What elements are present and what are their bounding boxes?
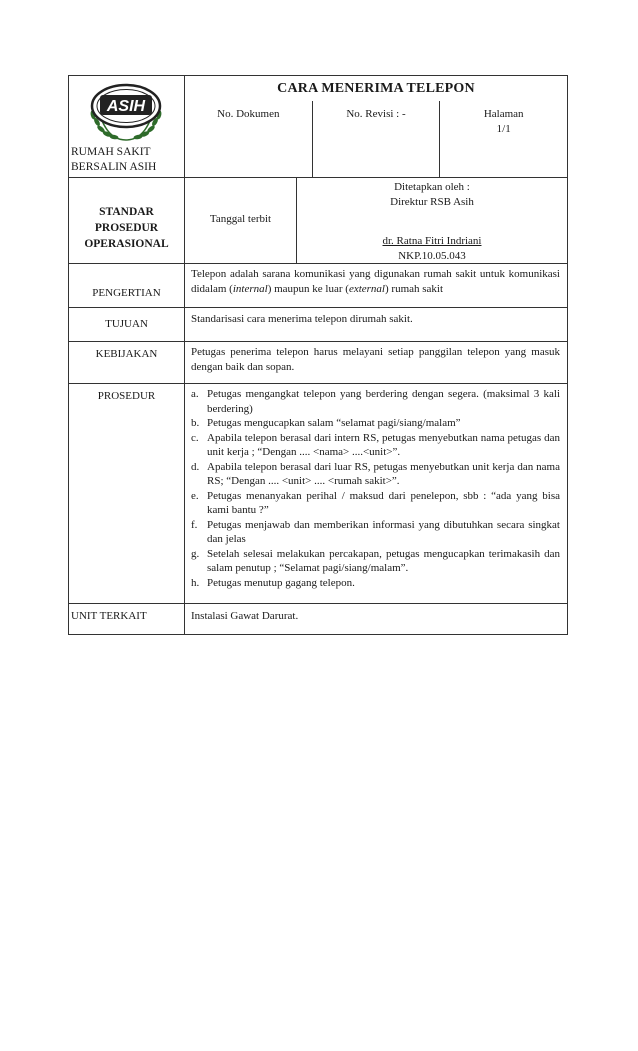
kebijakan-text: Petugas penerima telepon harus melayani setiap panggilan telepon yang masuk dengan baik dan sopan. <box>191 346 560 373</box>
pengertian-label: PENGERTIAN <box>92 287 161 299</box>
document-meta <box>185 101 567 177</box>
step-text: Petugas mengucapkan salam “selamat pagi/siang/malam” <box>207 417 461 430</box>
director-title: Direktur RSB Asih <box>390 195 474 208</box>
step-text: Setelah selesai melakukan percakapan, petugas mengucapkan terimakasih dan salam penutup ; “Selamat pagi/siang/malam”. <box>207 547 560 575</box>
approval-cell <box>297 178 567 263</box>
revision-cell <box>312 101 441 177</box>
issue-date-cell <box>185 178 297 263</box>
pengertian-content <box>185 264 567 307</box>
unit-terkait-text: Instalasi Gawat Darurat. <box>191 610 299 622</box>
header-row <box>69 76 567 178</box>
issue-date-label: Tanggal terbit <box>209 213 272 225</box>
unit-terkait-content <box>185 604 567 634</box>
step-text: Petugas menutup gagang telepon. <box>207 576 355 589</box>
logo-cell <box>69 76 185 177</box>
step-text: Apabila telepon berasal dari luar RS, petugas menyebutkan unit kerja dan nama RS; “Dengan .... <unit> .... <rumah sakit>”. <box>207 460 560 488</box>
tujuan-label: TUJUAN <box>105 318 148 330</box>
prosedur-content <box>185 384 567 603</box>
step-text: Petugas menanyakan perihal / maksud dari penelepon, sbb : “ada yang bisa kami bantu ?” <box>207 489 560 517</box>
hospital-logo <box>87 82 165 144</box>
doc-number-cell <box>185 101 312 177</box>
spo-label-line-2: PROSEDUR <box>94 221 159 234</box>
step-text: Petugas mengangkat telepon yang berdering dengan segera. (maksimal 3 kali berdering) <box>207 388 560 415</box>
spo-label <box>69 205 184 253</box>
step-marker: d. <box>191 460 200 473</box>
page-label: Halaman <box>483 108 524 120</box>
set-by-label: Ditetapkan oleh : <box>394 181 470 193</box>
step-text: Apabila telepon berasal dari intern RS, petugas menyebutkan nama petugas dan unit kerja ; “Dengan .... <nama> ....<unit>”. <box>207 431 560 459</box>
step-marker: h. <box>191 576 200 589</box>
tujuan-row <box>69 308 567 342</box>
step-text: Petugas menjawab dan memberikan informasi yang dibutuhkan secara singkat dan jelas <box>207 518 560 546</box>
tujuan-text: Standarisasi cara menerima telepon dirumah sakit. <box>191 313 413 325</box>
organization-name <box>69 145 184 175</box>
spo-label-cell <box>69 178 185 263</box>
kebijakan-row <box>69 342 567 384</box>
procedure-step <box>191 460 560 489</box>
prosedur-label-cell <box>69 384 185 603</box>
spo-label-line-3: OPERASIONAL <box>84 237 169 250</box>
procedure-step <box>191 387 560 416</box>
procedure-step <box>191 489 560 518</box>
signer-name: dr. Ratna Fitri Indriani <box>382 234 482 247</box>
title-cell <box>185 76 567 177</box>
sop-document <box>68 75 568 635</box>
page-cell <box>440 101 567 177</box>
document-title: CARA MENERIMA TELEPON <box>277 81 475 96</box>
procedure-step <box>191 547 560 576</box>
unit-terkait-label: UNIT TERKAIT <box>71 610 147 622</box>
step-marker: e. <box>191 489 199 502</box>
kebijakan-content <box>185 342 567 383</box>
step-marker: a. <box>191 388 199 400</box>
prosedur-label: PROSEDUR <box>97 390 156 402</box>
org-line-1: RUMAH SAKIT <box>71 146 151 159</box>
step-marker: f. <box>191 518 198 531</box>
pengertian-text <box>185 264 567 298</box>
spo-label-line-1: STANDAR <box>99 206 154 218</box>
page-value: 1/1 <box>496 122 511 135</box>
step-marker: c. <box>191 431 199 444</box>
pengertian-italic-b: external <box>348 282 385 295</box>
step-marker: b. <box>191 417 200 430</box>
spo-detail-cell <box>185 178 567 263</box>
procedure-step <box>191 431 560 460</box>
pengertian-italic-a: internal <box>232 282 268 295</box>
doc-number-label: No. Dokumen <box>217 108 280 120</box>
logo-text: ASIH <box>106 98 146 115</box>
kebijakan-label-cell <box>69 342 185 383</box>
pengertian-label-cell <box>69 264 185 307</box>
tujuan-label-cell <box>69 308 185 341</box>
unit-terkait-label-cell <box>69 604 185 634</box>
tujuan-content <box>185 308 567 341</box>
kebijakan-label: KEBIJAKAN <box>95 348 158 360</box>
pengertian-text-a: Telepon adalah sarana komunikasi yang digunakan rumah sakit untuk komunikasi didalam ( <box>191 268 560 295</box>
prosedur-row <box>69 384 567 604</box>
pengertian-row <box>69 264 567 308</box>
pengertian-text-c: ) rumah sakit <box>385 282 444 295</box>
pengertian-text-b: ) maupun ke luar ( <box>267 282 349 295</box>
procedure-step <box>191 416 560 431</box>
revision-label: No. Revisi : - <box>346 108 406 120</box>
org-line-2: BERSALIN ASIH <box>71 161 157 174</box>
procedure-step <box>191 518 560 547</box>
procedure-steps <box>185 384 567 592</box>
signature-space <box>297 210 567 234</box>
step-marker: g. <box>191 547 200 560</box>
unit-terkait-row <box>69 604 567 634</box>
signer-nkp: NKP.10.05.043 <box>398 249 466 262</box>
spo-row <box>69 178 567 264</box>
procedure-step <box>191 576 560 591</box>
